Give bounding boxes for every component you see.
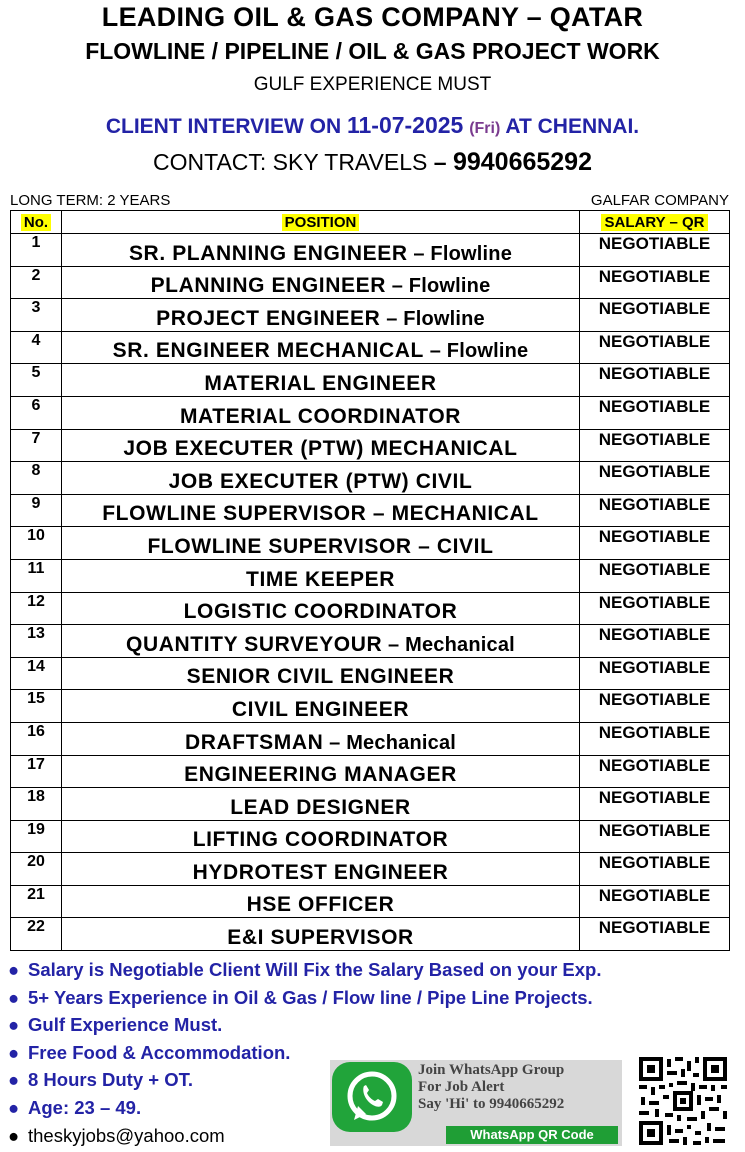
bullet-icon: ● <box>8 1069 20 1091</box>
list-item: ● Gulf Experience Must. <box>8 1011 602 1039</box>
row-number: 5 <box>11 364 62 397</box>
position-title: LIFTING COORDINATOR <box>192 828 449 852</box>
row-number: 17 <box>11 755 62 788</box>
whatsapp-text <box>418 1062 564 1113</box>
position-suffix: – Mechanical <box>323 731 457 754</box>
col-position-header: POSITION <box>62 211 580 234</box>
position-cell <box>62 462 580 495</box>
position-cell <box>62 592 580 625</box>
table-row <box>11 885 730 918</box>
position-cell <box>62 918 580 951</box>
table-row <box>11 559 730 592</box>
row-number: 14 <box>11 657 62 690</box>
gulf-requirement: GULF EXPERIENCE MUST <box>253 74 492 95</box>
position-title: E&I SUPERVISOR <box>227 926 414 950</box>
position-suffix: – Flowline <box>380 307 485 330</box>
list-item: ● Age: 23 – 49. <box>8 1094 602 1122</box>
table-row <box>11 592 730 625</box>
position-title: FLOWLINE SUPERVISOR – CIVIL <box>147 534 494 558</box>
qr-code-icon[interactable] <box>637 1055 729 1147</box>
page-subtitle: FLOWLINE / PIPELINE / OIL & GAS PROJECT WORK <box>85 38 660 64</box>
table-row <box>11 462 730 495</box>
position-cell <box>62 885 580 918</box>
salary-cell: NEGOTIABLE <box>580 299 730 332</box>
table-row <box>11 299 730 332</box>
interview-date: 11-07-2025 <box>346 112 464 138</box>
table-row <box>11 625 730 658</box>
table-row <box>11 690 730 723</box>
row-number: 3 <box>11 299 62 332</box>
row-number: 1 <box>11 234 62 267</box>
position-cell <box>62 625 580 658</box>
position-title: QUANTITY SURVEYOUR <box>126 632 383 656</box>
position-suffix: – Flowline <box>407 242 513 265</box>
salary-cell: NEGOTIABLE <box>580 690 730 723</box>
row-number: 12 <box>11 592 62 625</box>
table-row <box>11 266 730 299</box>
salary-cell: NEGOTIABLE <box>580 755 730 788</box>
bullet-icon: ● <box>8 1096 20 1118</box>
list-item: ● 5+ Years Experience in Oil & Gas / Flow line / Pipe Line Projects. <box>8 984 602 1012</box>
salary-cell: NEGOTIABLE <box>580 885 730 918</box>
table-row <box>11 331 730 364</box>
position-cell <box>62 755 580 788</box>
position-title: DRAFTSMAN <box>184 730 324 754</box>
row-number: 22 <box>11 918 62 951</box>
row-number: 10 <box>11 527 62 560</box>
bullet-icon: ● <box>8 1041 20 1063</box>
position-title: LOGISTIC COORDINATOR <box>183 600 458 624</box>
position-cell <box>62 364 580 397</box>
position-title: MATERIAL ENGINEER <box>204 371 437 395</box>
position-cell <box>62 396 580 429</box>
table-row <box>11 853 730 886</box>
salary-cell: NEGOTIABLE <box>580 396 730 429</box>
list-item: ● Salary is Negotiable Client Will Fix the Salary Based on your Exp. <box>8 956 602 984</box>
row-number: 2 <box>11 266 62 299</box>
position-suffix: – Mechanical <box>382 633 515 656</box>
list-item: ● Free Food & Accommodation. <box>8 1039 602 1067</box>
whatsapp-qr-caption: WhatsApp QR Code <box>446 1126 618 1144</box>
position-cell <box>62 722 580 755</box>
row-number: 6 <box>11 396 62 429</box>
row-number: 13 <box>11 625 62 658</box>
row-number: 16 <box>11 722 62 755</box>
position-cell <box>62 331 580 364</box>
contract-term: LONG TERM: 2 YEARS <box>10 192 171 209</box>
salary-cell: NEGOTIABLE <box>580 559 730 592</box>
positions-table <box>10 210 730 951</box>
position-suffix: – Flowline <box>385 275 491 298</box>
salary-cell: NEGOTIABLE <box>580 820 730 853</box>
salary-cell: NEGOTIABLE <box>580 657 730 690</box>
position-title: SR. PLANNING ENGINEER <box>128 241 408 265</box>
salary-cell: NEGOTIABLE <box>580 592 730 625</box>
table-row <box>11 722 730 755</box>
row-number: 19 <box>11 820 62 853</box>
contact-dash: – <box>433 149 453 175</box>
position-title: PLANNING ENGINEER <box>150 274 386 298</box>
interview-suffix: AT CHENNAI. <box>500 115 640 138</box>
table-row <box>11 820 730 853</box>
position-cell <box>62 788 580 821</box>
position-title: PROJECT ENGINEER <box>156 306 381 330</box>
bullet-icon: ● <box>8 959 20 980</box>
position-title: MATERIAL COORDINATOR <box>179 404 462 428</box>
position-cell <box>62 853 580 886</box>
salary-cell: NEGOTIABLE <box>580 266 730 299</box>
row-number: 20 <box>11 853 62 886</box>
position-title: SR. ENGINEER MECHANICAL <box>112 339 424 363</box>
contact-line <box>0 148 745 177</box>
interview-line <box>0 112 745 139</box>
salary-cell: NEGOTIABLE <box>580 788 730 821</box>
bullet-icon: ● <box>8 1014 20 1036</box>
position-cell <box>62 299 580 332</box>
position-suffix: – Flowline <box>423 340 529 363</box>
row-number: 21 <box>11 885 62 918</box>
table-row <box>11 364 730 397</box>
email-link[interactable]: theskyjobs@yahoo.com <box>28 1124 225 1146</box>
position-cell <box>62 527 580 560</box>
company-name: GALFAR COMPANY <box>590 192 729 209</box>
table-row <box>11 527 730 560</box>
row-number: 11 <box>11 559 62 592</box>
table-row <box>11 429 730 462</box>
position-title: CIVIL ENGINEER <box>231 697 410 721</box>
contact-prefix: CONTACT: SKY TRAVELS <box>153 149 434 175</box>
position-cell <box>62 820 580 853</box>
position-cell <box>62 494 580 527</box>
salary-cell: NEGOTIABLE <box>580 462 730 495</box>
whatsapp-line-2: For Job Alert <box>418 1079 505 1095</box>
list-item: ● 8 Hours Duty + OT. <box>8 1066 602 1094</box>
position-title: SENIOR CIVIL ENGINEER <box>186 665 455 689</box>
table-row <box>11 657 730 690</box>
bullet-icon: ● <box>8 1124 20 1146</box>
position-title: LEAD DESIGNER <box>230 795 411 819</box>
salary-cell: NEGOTIABLE <box>580 429 730 462</box>
position-title: JOB EXECUTER (PTW) CIVIL <box>168 469 473 493</box>
row-number: 9 <box>11 494 62 527</box>
page-title: LEADING OIL & GAS COMPANY – QATAR <box>101 2 644 32</box>
table-row <box>11 494 730 527</box>
table-row <box>11 918 730 951</box>
salary-cell: NEGOTIABLE <box>580 364 730 397</box>
col-no-header: No. <box>11 211 62 234</box>
row-number: 15 <box>11 690 62 723</box>
position-cell <box>62 559 580 592</box>
position-cell <box>62 234 580 267</box>
salary-cell: NEGOTIABLE <box>580 527 730 560</box>
col-salary-header: SALARY – QR <box>580 211 730 234</box>
position-title: TIME KEEPER <box>246 567 395 591</box>
position-cell <box>62 690 580 723</box>
whatsapp-line-1: Join WhatsApp Group <box>418 1062 565 1078</box>
row-number: 18 <box>11 788 62 821</box>
salary-cell: NEGOTIABLE <box>580 722 730 755</box>
position-title: ENGINEERING MANAGER <box>184 763 457 787</box>
table-row <box>11 396 730 429</box>
table-row <box>11 755 730 788</box>
position-title: HSE OFFICER <box>246 893 395 917</box>
position-cell <box>62 429 580 462</box>
salary-cell: NEGOTIABLE <box>580 494 730 527</box>
whatsapp-line-3: Say 'Hi' to 9940665292 <box>418 1096 565 1112</box>
salary-cell: NEGOTIABLE <box>580 853 730 886</box>
contact-phone: 9940665292 <box>452 148 592 176</box>
position-title: HYDROTEST ENGINEER <box>192 860 449 884</box>
bullet-icon: ● <box>8 986 20 1008</box>
interview-prefix: CLIENT INTERVIEW ON <box>105 115 347 138</box>
table-header-row <box>11 211 730 234</box>
position-cell <box>62 266 580 299</box>
salary-cell: NEGOTIABLE <box>580 234 730 267</box>
position-cell <box>62 657 580 690</box>
table-row <box>11 788 730 821</box>
whatsapp-icon <box>332 1062 412 1132</box>
position-title: FLOWLINE SUPERVISOR – MECHANICAL <box>102 502 539 526</box>
row-number: 4 <box>11 331 62 364</box>
salary-cell: NEGOTIABLE <box>580 331 730 364</box>
salary-cell: NEGOTIABLE <box>580 625 730 658</box>
salary-cell: NEGOTIABLE <box>580 918 730 951</box>
row-number: 7 <box>11 429 62 462</box>
interview-day: (Fri) <box>469 120 501 137</box>
position-title: JOB EXECUTER (PTW) MECHANICAL <box>123 437 518 461</box>
row-number: 8 <box>11 462 62 495</box>
table-row <box>11 234 730 267</box>
